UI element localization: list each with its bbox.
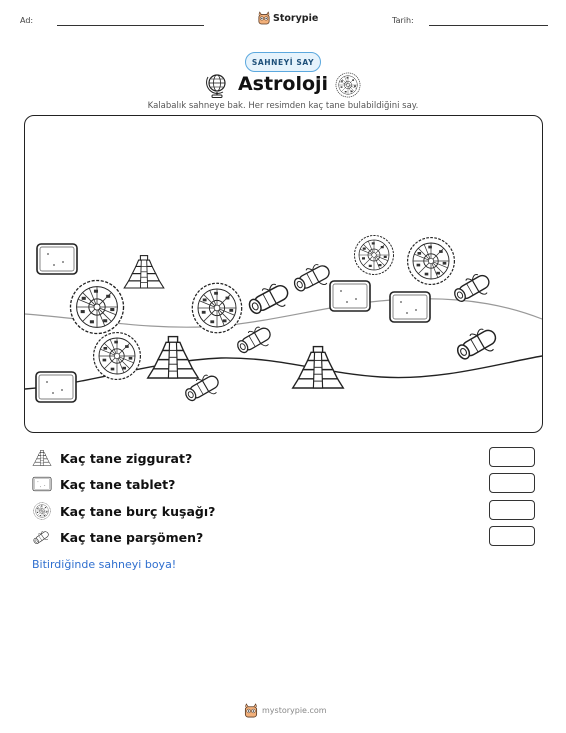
question-scroll xyxy=(32,526,203,548)
zodiac-wheel-3 xyxy=(192,283,241,332)
badge-label: SAHNEYİ SAY xyxy=(251,57,315,67)
scroll-3 xyxy=(234,323,275,359)
tablet-icon xyxy=(32,475,52,493)
answer-box-scroll[interactable] xyxy=(489,526,535,546)
ziggurat-1 xyxy=(124,256,164,288)
zodiac-wheel-1 xyxy=(70,280,123,333)
zodiac-wheel-2 xyxy=(94,333,141,380)
footer-brand xyxy=(244,703,327,718)
question-text: Kaç tane parşömen? xyxy=(60,529,204,545)
scroll-2 xyxy=(291,260,334,297)
name-line[interactable] xyxy=(57,25,204,26)
zodiac-wheel-5 xyxy=(408,238,455,285)
scroll-1 xyxy=(245,279,293,320)
zodiac-wheel-icon xyxy=(32,502,52,520)
question-text: Kaç tane tablet? xyxy=(60,476,176,492)
date-label: Tarih: xyxy=(392,16,414,25)
footer-site: mystorypie.com xyxy=(262,706,327,715)
closing-note: Bitirdiğinde sahneyi boya! xyxy=(32,558,177,571)
instructions: Kalabalık sahneye bak. Her resimden kaç tane bulabildiğini say. xyxy=(147,101,419,111)
tablet-4 xyxy=(390,292,430,322)
answer-box-tablet[interactable] xyxy=(489,473,535,493)
ziggurat-icon xyxy=(32,449,52,467)
activity-badge xyxy=(245,52,321,72)
zodiac-wheel-4 xyxy=(355,236,394,275)
globe-icon xyxy=(205,72,229,98)
counting-scene xyxy=(24,115,543,433)
answer-box-ziggurat[interactable] xyxy=(489,447,535,467)
brand-name: Storypie xyxy=(273,12,319,24)
page-title: Astroloji xyxy=(237,73,329,95)
scroll-6 xyxy=(453,324,501,366)
ziggurat-2 xyxy=(148,337,199,378)
question-zodiac xyxy=(32,500,215,522)
tablet-3 xyxy=(330,281,370,311)
ziggurat-3 xyxy=(293,347,344,388)
date-line[interactable] xyxy=(429,25,548,26)
brand-logo xyxy=(258,11,318,25)
question-text: Kaç tane burç kuşağı? xyxy=(60,503,216,519)
owl-icon xyxy=(244,703,258,718)
question-text: Kaç tane ziggurat? xyxy=(60,450,193,466)
scene-illustration xyxy=(25,116,542,432)
name-label: Ad: xyxy=(20,16,34,25)
scroll-icon xyxy=(32,528,52,546)
tablet-1 xyxy=(37,244,77,274)
question-tablet xyxy=(32,473,175,495)
question-ziggurat xyxy=(32,447,192,469)
answer-box-zodiac[interactable] xyxy=(489,500,535,520)
zodiac-wheel-icon xyxy=(335,72,361,98)
tablet-2 xyxy=(36,372,76,402)
owl-icon xyxy=(258,11,270,25)
